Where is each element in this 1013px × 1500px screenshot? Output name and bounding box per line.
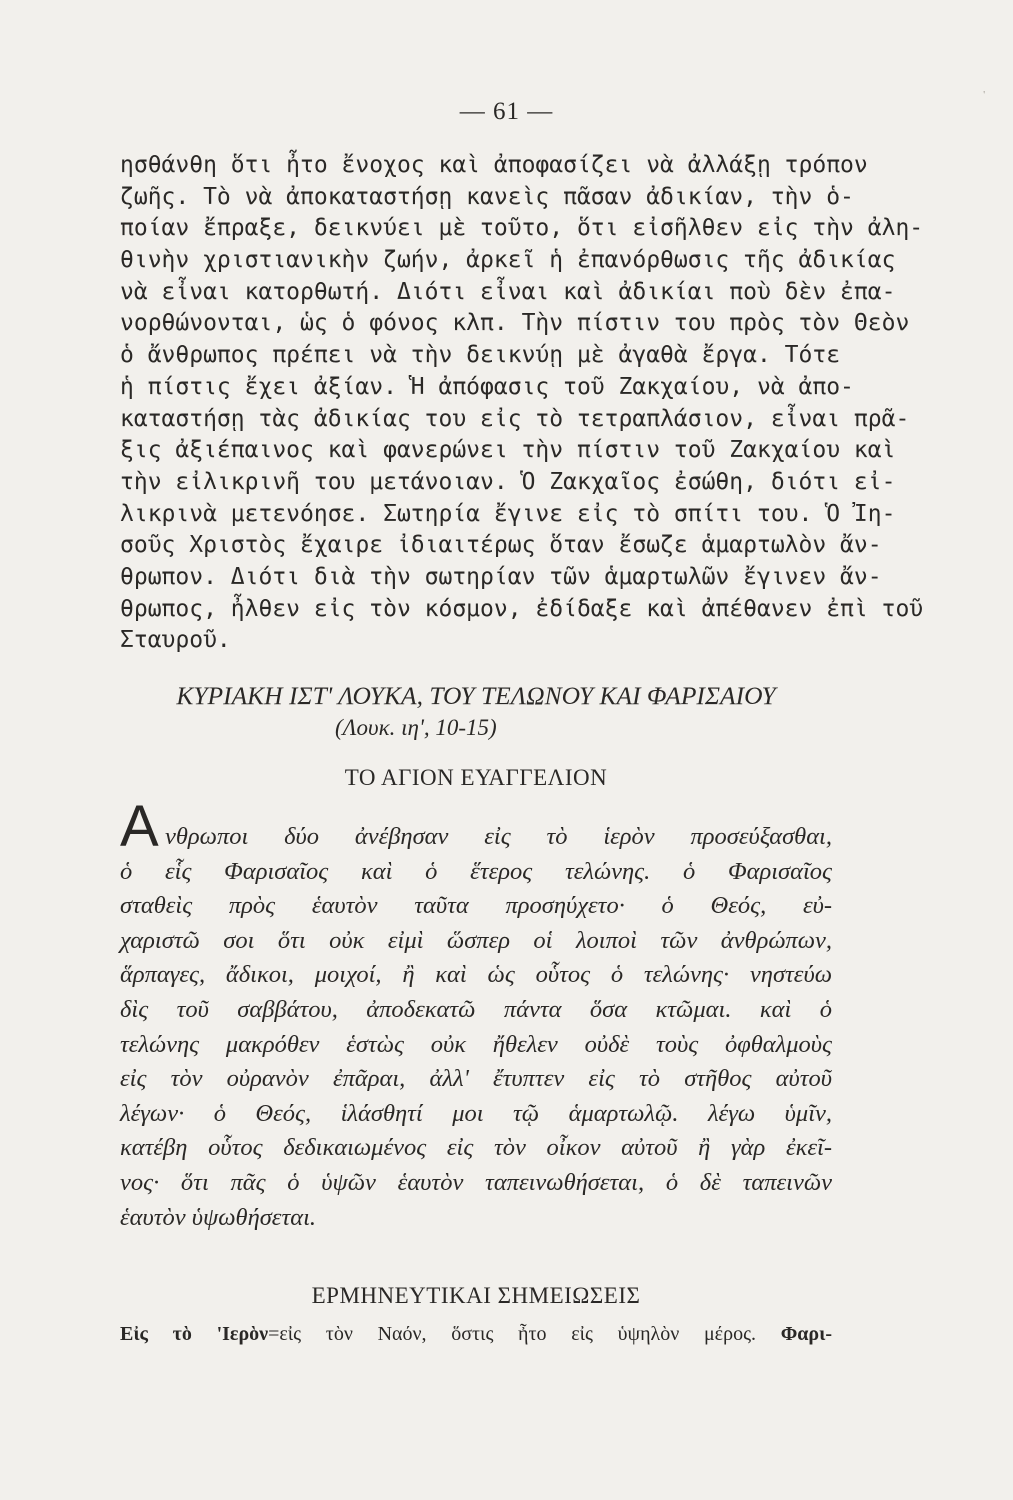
text-line: λικρινὰ μετενόησε. Σωτηρία ἔγινε εἰς τὸ σπίτι του. Ὁ Ἰη- — [120, 500, 896, 527]
text-line: ἑαυτὸν ὑψωθήσεται. — [120, 1203, 317, 1231]
text-line: τελώνης μακρόθεν ἑστὼς οὐκ ἤθελεν οὐδὲ τοὺς ὀφθαλμοὺς — [120, 1030, 832, 1058]
note-term: Εἰς τὸ 'Ιερὸν — [120, 1323, 269, 1345]
text-line: σταθεὶς πρὸς ἑαυτὸν ταῦτα προσηύχετο· ὁ Θεός, εὐ- — [120, 892, 832, 920]
stray-mark: ' — [983, 90, 985, 101]
text-line: ξις ἀξιέπαινος καὶ φανερώνει τὴν πίστιν τοῦ Ζακχαίου καὶ — [120, 437, 896, 464]
text-line: θρωπος, ἦλθεν εἰς τὸν κόσμον, ἐδίδαξε καὶ ἀπέθανεν ἐπὶ τοῦ — [120, 595, 924, 622]
text-line: ησθάνθη ὅτι ἦτο ἔνοχος καὶ ἀποφασίζει νὰ ἀλλάξῃ τρόπον — [120, 152, 868, 178]
text-line: λέγων· ὁ Θεός, ἱλάσθητί μοι τῷ ἁμαρτωλῷ. λέγω ὑμῖν, — [120, 1099, 832, 1127]
drop-cap: Α — [120, 794, 159, 859]
text-line: θρωπον. Διότι διὰ τὴν σωτηρίαν τῶν ἁμαρτωλῶν ἔγινεν ἄν- — [120, 563, 882, 590]
text-line: δὶς τοῦ σαββάτου, ἀποδεκατῶ πάντα ὅσα κτῶμαι. καὶ ὁ — [120, 995, 832, 1023]
text-line: σοῦς Χριστὸς ἔχαιρε ἰδιαιτέρως ὅταν ἔσωζε ἁμαρτωλὸν ἄν- — [120, 532, 882, 559]
text-line: ζωῆς. Τὸ νὰ ἀποκαταστήσῃ κανεὶς πᾶσαν ἀδικίαν, τὴν ὁ- — [120, 183, 854, 210]
gospel-paragraph — [120, 820, 832, 1235]
note-term: Φαρι- — [780, 1323, 832, 1345]
text-line: κατέβη οὗτος δεδικαιωμένος εἰς τὸν οἶκον αὐτοῦ ἢ γὰρ ἐκεῖ- — [120, 1134, 832, 1162]
text-line: ἡ πίστις ἔχει ἀξίαν. Ἡ ἀπόφασις τοῦ Ζακχαίου, νὰ ἀπο- — [120, 373, 854, 400]
sunday-title: ΚΥΡΙΑΚΗ ΙΣΤ' ΛΟΥΚΑ, ΤΟΥ ΤΕΛΩΝΟΥ ΚΑΙ ΦΑΡΙΣΑΙΟΥ — [176, 681, 776, 710]
notes-heading: ΕΡΜΗΝΕΥΤΙΚΑΙ ΣΗΜΕΙΩΣΕΙΣ — [311, 1283, 641, 1308]
text-line: νος· ὅτι πᾶς ὁ ὑψῶν ἑαυτὸν ταπεινωθήσεται, ὁ δὲ ταπεινῶν — [120, 1168, 832, 1196]
text-line: ποίαν ἔπραξε, δεικνύει μὲ τοῦτο, ὅτι εἰσῆλθεν εἰς τὴν ἀλη- — [120, 215, 924, 242]
note-definition: =εἰς τὸν Ναόν, ὅστις ἦτο εἰς ὑψηλὸν μέρος. — [268, 1323, 756, 1345]
text-line: νθρωποι δύο ἀνέβησαν εἰς τὸ ἱερὸν προσεύξασθαι, — [165, 823, 832, 850]
gospel-heading: ΤΟ ΑΓΙΟΝ ΕΥΑΓΓΕΛΙΟΝ — [344, 765, 608, 790]
scripture-reference: (Λουκ. ιη', 10-15) — [335, 715, 497, 740]
text-line: θινὴν χριστιανικὴν ζωήν, ἀρκεῖ ἡ ἐπανόρθωσις τῆς ἀδικίας — [120, 247, 896, 274]
text-line: ὁ ἄνθρωπος πρέπει νὰ τὴν δεικνύῃ μὲ ἀγαθὰ ἔργα. Τότε — [120, 342, 841, 369]
text-line: χαριστῶ σοι ὅτι οὐκ εἰμὶ ὥσπερ οἱ λοιποὶ τῶν ἀνθρώπων, — [120, 926, 832, 954]
text-line: καταστήσῃ τὰς ἀδικίας του εἰς τὸ τετραπλάσιον, εἶναι πρᾶ- — [120, 405, 910, 432]
page-number: — 61 — — [459, 98, 554, 125]
text-line: εἰς τὸν οὐρανὸν ἐπᾶραι, ἀλλ' ἔτυπτεν εἰς τὸ στῆθος αὐτοῦ — [120, 1065, 832, 1093]
text-line: τὴν εἰλικρινῆ του μετάνοιαν. Ὁ Ζακχαῖος ἐσώθη, διότι εἰ- — [120, 468, 896, 495]
text-line: νορθώνονται, ὡς ὁ φόνος κλπ. Τὴν πίστιν του πρὸς τὸν Θεὸν — [120, 310, 910, 337]
text-line: ὁ εἷς Φαρισαῖος καὶ ὁ ἕτερος τελώνης. ὁ Φαρισαῖος — [120, 857, 832, 885]
text-line: Σταυροῦ. — [120, 627, 231, 654]
commentary-paragraph — [120, 150, 924, 657]
text-line: νὰ εἶναι κατορθωτή. Διότι εἶναι καὶ ἀδικίαι ποὺ δὲν ἐπα- — [120, 278, 896, 305]
notes-line — [120, 1323, 832, 1346]
text-line: ἅρπαγες, ἄδικοι, μοιχοί, ἢ καὶ ὡς οὗτος ὁ τελώνης· νηστεύω — [120, 961, 832, 989]
